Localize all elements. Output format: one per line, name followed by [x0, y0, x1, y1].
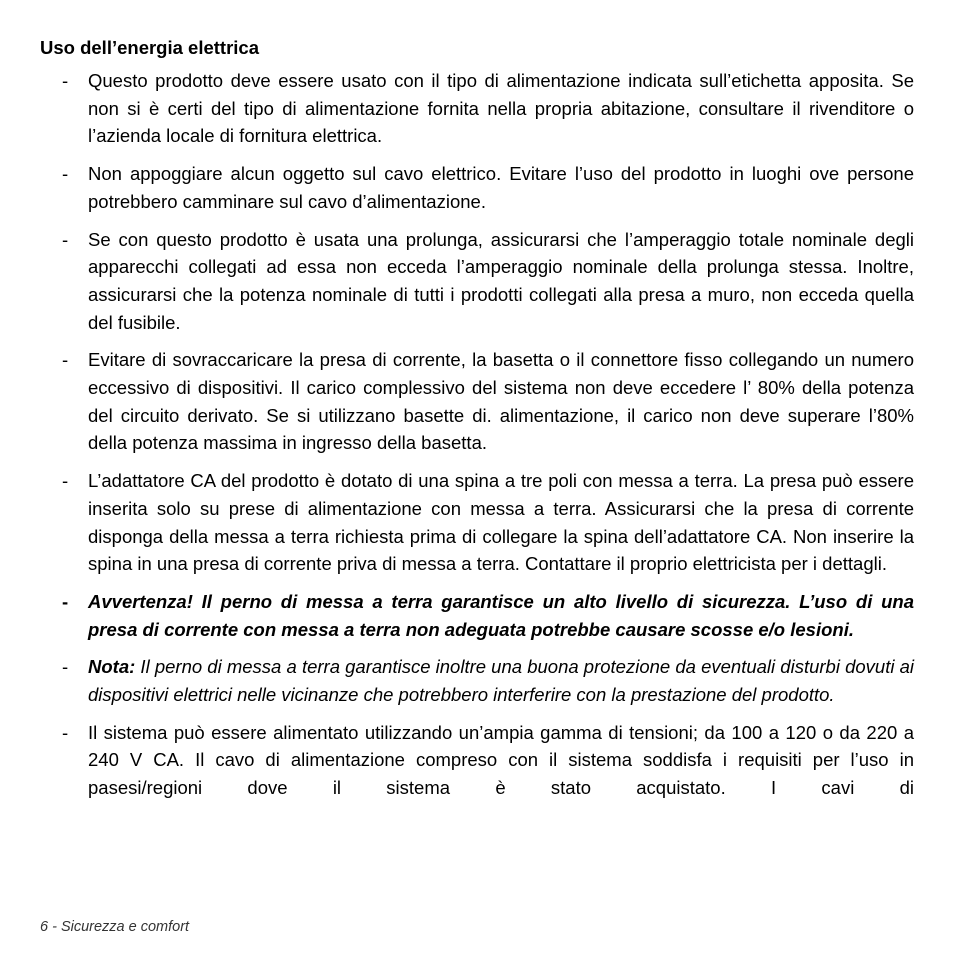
item-text: Questo prodotto deve essere usato con il tipo di alimentazione indicata sull’etichetta apposita. Se non si è certi del tipo di alimentazione fornita nella propria abitazione, consultare il rivenditore o l’azienda locale di fornitura elettrica.: [88, 70, 914, 147]
item-text: Non appoggiare alcun oggetto sul cavo elettrico. Evitare l’uso del prodotto in luoghi ove persone potrebbero camminare sul cavo d’alimentazione.: [88, 163, 914, 212]
item-text: L’adattatore CA del prodotto è dotato di una spina a tre poli con messa a terra. La presa può essere inserita solo su prese di alimentazione con messa a terra. Assicurarsi che la presa di corrente disponga della messa a terra richiesta prima di collegare la spina dell’adattatore CA. Non inserire la spina in una presa di corrente priva di messa a terra. Contattare il proprio elettricista per i dettagli.: [88, 470, 914, 575]
bullet-dash: -: [62, 590, 69, 612]
bullet-dash: -: [62, 349, 69, 371]
bullet-dash: -: [62, 228, 69, 250]
list-item: [40, 226, 914, 337]
bullet-dash: -: [62, 470, 69, 492]
warning-text: Avvertenza! Il perno di messa a terra garantisce un alto livello di sicurezza. L’uso di una presa di corrente con messa a terra non adeguata potrebbe causare scosse e/o lesioni.: [88, 590, 914, 640]
list-item: [40, 719, 914, 802]
bullet-dash: -: [62, 656, 69, 678]
bullet-dash: -: [62, 721, 69, 743]
list-item: [40, 160, 914, 215]
item-text: Il sistema può essere alimentato utilizzando un’ampia gamma di tensioni; da 100 a 120 o da 220 a 240 V CA. Il cavo di alimentazione compreso con il sistema soddisfa i requisiti per l’uso in pasesi/regioni dove il sistema è stato acquistato. I cavi di: [88, 721, 914, 799]
warning-item: [40, 588, 914, 643]
bullet-dash: -: [62, 70, 69, 91]
list-item: [40, 467, 914, 578]
note-item: [40, 653, 914, 708]
bullet-dash: -: [62, 163, 69, 185]
note-label: Nota:: [88, 656, 136, 678]
item-text: Evitare di sovraccaricare la presa di corrente, la basetta o il connettore fisso collegando un numero eccessivo di dispositivi. Il carico complessivo del sistema non deve eccedere l’ 80% della potenza del circuito derivato. Se si utilizzano basette di. alimentazione, il carico non deve superare l’80% della potenza massima in ingresso della basetta.: [88, 349, 914, 454]
note-text: Il perno di messa a terra garantisce inoltre una buona protezione da eventuali disturbi dovuti ai dispositivi elettrici nelle vicinanze che potrebbero interferire con la prestazione del prodotto.: [88, 656, 914, 706]
safety-list: [40, 67, 914, 812]
section-title: Uso dell’energia elettrica: [40, 37, 260, 58]
list-item: [40, 346, 914, 457]
item-text: Se con questo prodotto è usata una prolunga, assicurarsi che l’amperaggio totale nominale degli apparecchi collegati ad essa non ecceda l’amperaggio nominale della prolunga stessa. Inoltre, assicurarsi che la potenza nominale di tutti i prodotti collegati alla presa a muro, non ecceda quella del fusibile.: [88, 228, 914, 333]
list-item: [40, 67, 914, 150]
page-footer: 6 - Sicurezza e comfort: [40, 919, 190, 935]
